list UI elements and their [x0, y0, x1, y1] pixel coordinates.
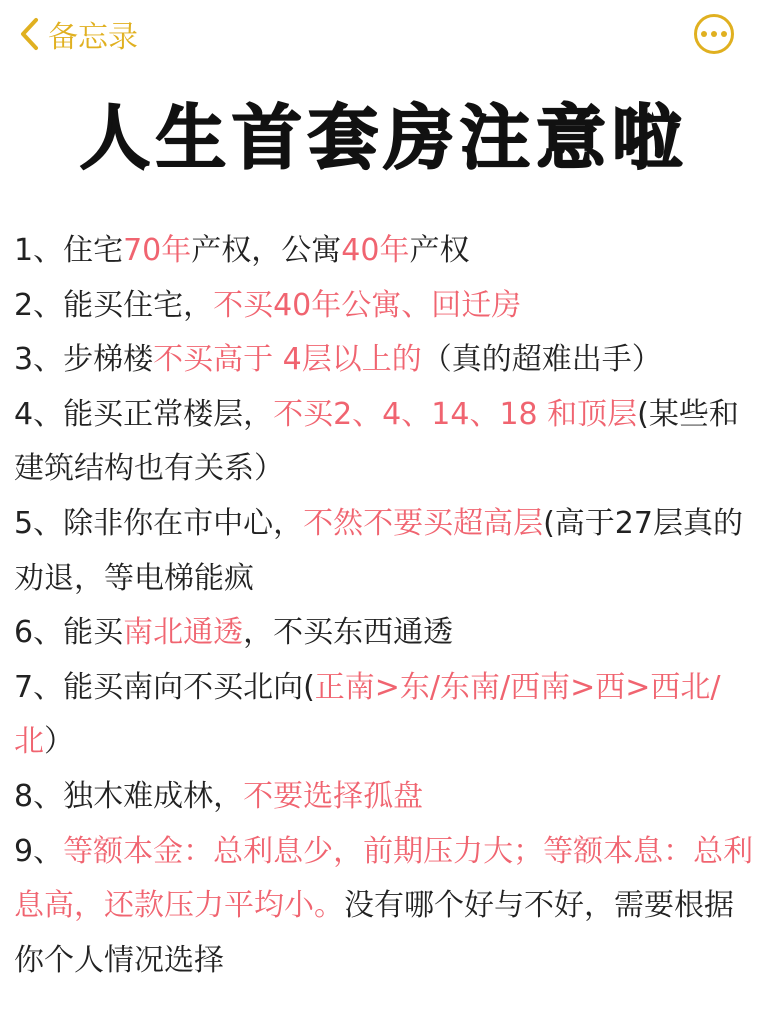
highlight-text: 不买高于 4层以上的 [153, 342, 422, 378]
list-item [14, 770, 754, 825]
highlight-text: 不要选择孤盘 [243, 778, 424, 814]
item-text: （真的超难出手） [421, 342, 662, 378]
highlight-text: 不然不要买超高层 [303, 505, 544, 541]
note-body [14, 224, 754, 988]
item-text: 4、能买正常楼层， [14, 396, 274, 432]
highlight-text: 40年 [341, 233, 410, 268]
item-text: 没有哪个好与不好，需要根据你个人情况选择 [14, 888, 734, 978]
more-button[interactable] [694, 14, 734, 54]
page-title: 人生首套房注意啦 [80, 97, 688, 179]
list-item [14, 333, 754, 388]
ellipsis-circle-icon [701, 31, 727, 37]
highlight-text: 南北通透 [123, 615, 244, 651]
chevron-left-icon [18, 16, 40, 52]
item-text: (高于27层真的劝退，等电梯能疯 [14, 505, 743, 596]
item-text: 8、独木难成林， [14, 778, 244, 814]
item-text: 7、能买南向不买北向( [14, 669, 315, 705]
item-text: 9、 [14, 833, 64, 869]
top-bar [0, 0, 768, 72]
list-item [14, 279, 754, 334]
item-text: 产权，公寓 [191, 233, 342, 268]
highlight-text: 正南>东/东南/西南>西>西北/北 [14, 669, 721, 760]
item-text: ） [44, 724, 74, 760]
list-item [14, 388, 754, 497]
highlight-text: 不买40年公寓、回迁房 [213, 287, 522, 323]
list-item [14, 606, 754, 661]
item-text: 1、住宅 [14, 233, 124, 268]
item-text: (某些和建筑结构也有关系） [14, 396, 739, 487]
item-text: 6、能买 [14, 615, 124, 651]
item-text: 5、除非你在市中心， [14, 505, 304, 541]
list-item [14, 224, 754, 279]
back-label: 备忘录 [48, 20, 138, 55]
list-item [14, 825, 754, 989]
list-item [14, 497, 754, 606]
highlight-text: 不买2、4、14、18 和顶层 [273, 396, 638, 432]
item-text: 产权 [409, 233, 470, 268]
item-text: 2、能买住宅， [14, 287, 214, 323]
item-text: 3、步梯楼 [14, 342, 154, 378]
item-text: ，不买东西通透 [243, 615, 454, 651]
list-item [14, 661, 754, 770]
highlight-text: 70年 [123, 233, 192, 268]
highlight-text: 等额本金：总利息少，前期压力大；等额本息：总利息高，还款压力平均小。 [14, 833, 754, 924]
back-button[interactable] [18, 10, 138, 58]
